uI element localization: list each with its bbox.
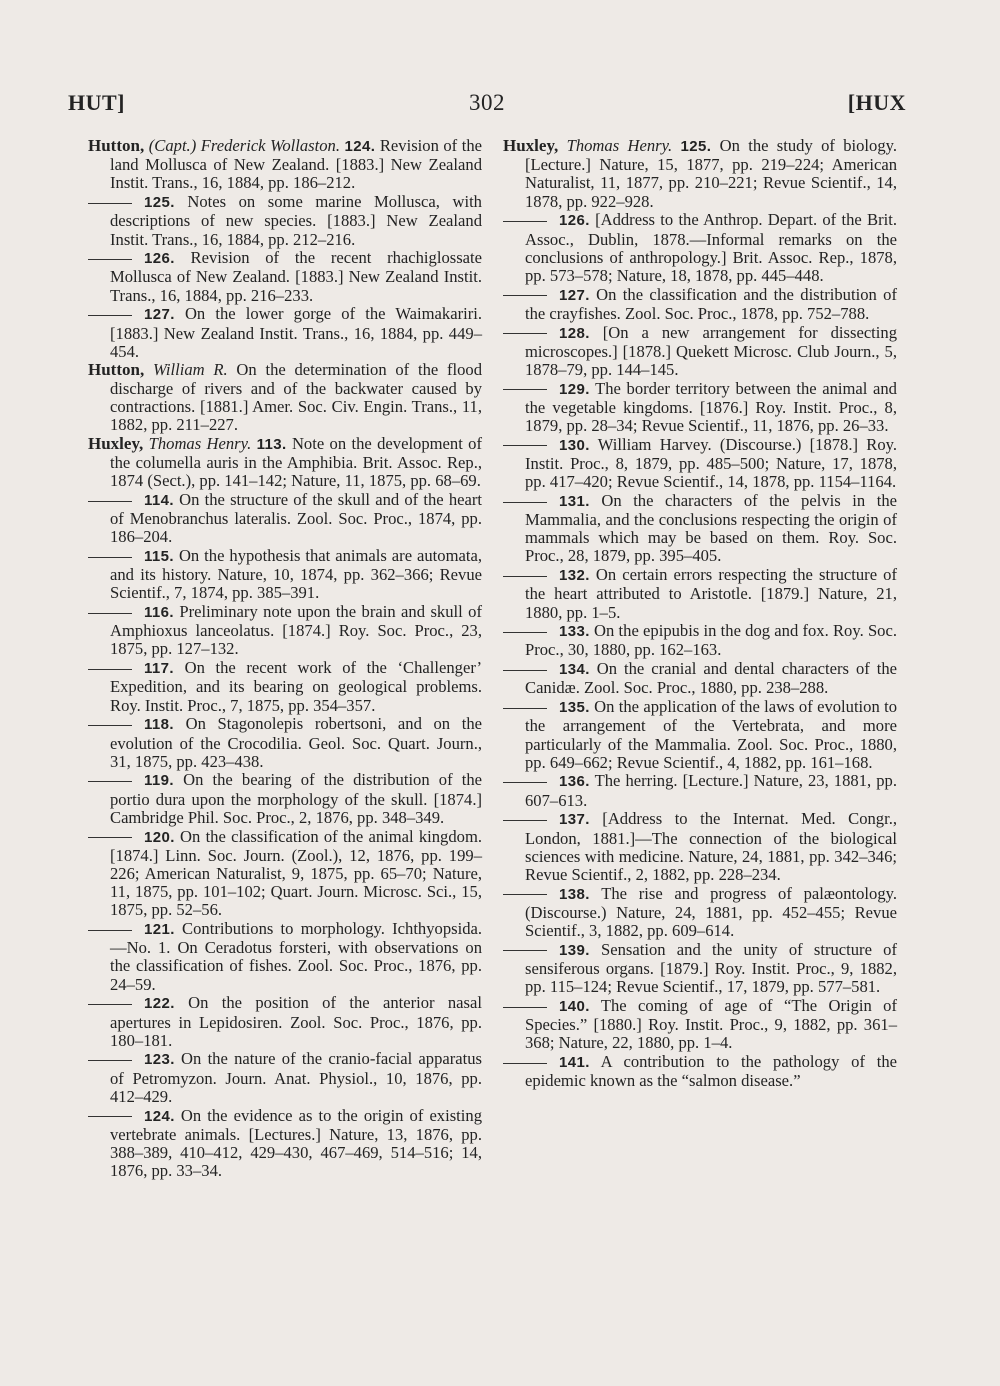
- entry-number: 130.: [559, 436, 590, 454]
- bibliography-entry: [503, 885, 897, 941]
- entry-number: 129.: [559, 380, 590, 398]
- bibliography-entry: [88, 137, 482, 193]
- entry-number: 124.: [144, 1107, 175, 1125]
- bibliography-entry: [88, 193, 482, 249]
- bibliography-entry: [503, 566, 897, 622]
- bibliography-entry: [503, 810, 897, 884]
- ditto-dash: [503, 445, 547, 446]
- entry-text: On the cranial and dental characters of the Canidæ. Zool. Soc. Proc., 1880, pp. 238–288.: [525, 659, 897, 698]
- author-name: Huxley,: [503, 136, 559, 155]
- entry-text: On Stagonolepis robertsoni, and on the evolution of the Crocodilia. Geol. Soc. Quart. Journ., 31, 1875, pp. 423–438.: [110, 714, 482, 771]
- ditto-dash: [88, 669, 132, 670]
- bibliography-entry: [88, 361, 482, 434]
- right-column: [503, 137, 897, 1091]
- entry-text: Note on the development of the columella auris in the Amphibia. Brit. Assoc. Rep., 1874 (Sect.), pp. 141–142; Nature, 11, 1875, pp. 68–69.: [110, 433, 482, 491]
- ditto-dash: [88, 725, 132, 726]
- ditto-dash: [503, 576, 547, 577]
- entry-number: 122.: [144, 995, 175, 1013]
- entry-number: 125.: [680, 138, 712, 155]
- entry-number: 135.: [559, 699, 590, 717]
- entry-number: 114.: [144, 491, 174, 509]
- entry-text: On the classification of the animal kingdom. [1874.] Linn. Soc. Journ. (Zool.), 12, 1876, pp. 199–226; American Naturalist, 9, 1875, pp. 65–70; Nature, 11, 1875, pp. 101–102; Quart. Journ. Microsc. Sci., 15, 1875, pp. 52–56.: [110, 826, 482, 920]
- ditto-dash: [88, 1060, 132, 1061]
- entry-number: 133.: [559, 623, 590, 641]
- entry-number: 136.: [559, 773, 590, 791]
- entry-text: On the evidence as to the origin of existing vertebrate animals. [Lectures.] Nature, 13, 1876, pp. 388–389, 410–412, 429–430, 467–469, 514–516; 14, 1876, pp. 33–34.: [110, 1105, 482, 1181]
- ditto-dash: [88, 613, 132, 614]
- entry-text: On the epipubis in the dog and fox. Roy. Soc. Proc., 30, 1880, pp. 162–163.: [525, 621, 897, 660]
- entry-text: On the lower gorge of the Waimakariri. [1883.] New Zealand Instit. Trans., 16, 1884, pp. 449–454.: [110, 304, 482, 361]
- bibliography-entry: [88, 547, 482, 603]
- ditto-dash: [503, 894, 547, 895]
- entry-number: 116.: [144, 604, 174, 622]
- entry-number: 121.: [144, 921, 175, 939]
- entry-number: 118.: [144, 716, 174, 734]
- bibliography-entry: [503, 286, 897, 323]
- entry-text: On the recent work of the ‘Challenger’ Expedition, and its bearing on geological problems. Roy. Instit. Proc., 7, 1875, pp. 354–357.: [110, 658, 483, 715]
- bibliography-entry: [503, 941, 897, 997]
- ditto-dash: [503, 1007, 547, 1008]
- entry-number: 119.: [144, 772, 174, 790]
- ditto-dash: [503, 1063, 547, 1064]
- entry-text: On the study of biology. [Lecture.] Nature, 15, 1877, pp. 219–224; American Naturalist, 11, 1877, pp. 210–221; Revue Scientif., 14, 1878, pp. 922–928.: [525, 136, 897, 211]
- ditto-dash: [88, 501, 132, 502]
- ditto-dash: [503, 389, 547, 390]
- bibliography-entry: [503, 137, 897, 211]
- entry-text: A contribution to the pathology of the epidemic known as the “salmon disease.”: [525, 1051, 897, 1091]
- entry-text: Contributions to morphology. Ichthyopsida.—No. 1. On Ceradotus forsteri, with observations on the classification of fishes. Zool. Soc. Proc., 1876, pp. 24–59.: [110, 919, 482, 994]
- bibliography-entry: [503, 211, 897, 285]
- author-name: Hutton,: [88, 360, 145, 380]
- entry-text: The border territory between the animal and the vegetable kingdoms. [1876.] Roy. Instit. Proc., 8, 1879, pp. 28–34; Revue Scientif., 11, 1876, pp. 26–33.: [525, 378, 897, 436]
- running-head-left: HUT]: [68, 90, 125, 115]
- bibliography-entry: [503, 380, 897, 436]
- bibliography-entry: [503, 436, 897, 492]
- entry-number: 137.: [559, 811, 590, 829]
- entry-number: 120.: [144, 828, 175, 846]
- bibliography-entry: [503, 660, 897, 697]
- author-given-name: Thomas Henry.: [566, 136, 673, 155]
- entry-number: 115.: [144, 547, 174, 565]
- entry-number: 134.: [559, 661, 590, 679]
- ditto-dash: [88, 203, 132, 204]
- entry-text: On the determination of the flood discharge of rivers and of the backwater caused by contractions. [1881.] Amer. Soc. Civ. Engin. Trans., 11, 1882, pp. 211–227.: [110, 360, 483, 435]
- bibliography-entry: [88, 715, 482, 771]
- entry-number: 117.: [144, 660, 174, 678]
- ditto-dash: [88, 930, 132, 931]
- entry-text: [On a new arrangement for dissecting microscopes.] [1878.] Quekett Microsc. Club Journ., 5, 1878–79, pp. 144–145.: [525, 322, 897, 379]
- ditto-dash: [88, 259, 132, 260]
- entry-number: 141.: [559, 1053, 590, 1071]
- entry-number: 127.: [559, 286, 590, 304]
- left-column: [88, 137, 482, 1181]
- ditto-dash: [503, 632, 547, 633]
- page-number: 302: [469, 90, 505, 115]
- entry-text: On the bearing of the distribution of the portio dura upon the morphology of the skull. [1874.] Cambridge Phil. Soc. Proc., 2, 1876, pp. 348–349.: [110, 770, 482, 827]
- entry-number: 140.: [559, 997, 590, 1015]
- entry-text: Revision of the land Mollusca of New Zealand. [1883.] New Zealand Instit. Trans., 16, 1884, pp. 186–212.: [110, 136, 482, 193]
- entry-text: The coming of age of “The Origin of Species.” [1880.] Roy. Instit. Proc., 9, 1882, pp. 361–368; Nature, 22, 1880, pp. 1–4.: [525, 995, 897, 1053]
- bibliography-entry: [88, 659, 482, 715]
- entry-number: 138.: [559, 885, 590, 903]
- entry-text: On the application of the laws of evolution to the arrangement of the Vertebrata, and more particularly of the Mammalia. Zool. Soc. Proc., 1880, pp. 649–662; Revue Scientif., 4, 1882, pp. 161–168.: [525, 697, 897, 772]
- entry-text: On certain errors respecting the structure of the heart attributed to Aristotle. [1879.] Nature, 21, 1880, pp. 1–5.: [525, 565, 897, 622]
- entry-number: 126.: [559, 212, 590, 230]
- entry-text: On the hypothesis that animals are automata, and its history. Nature, 10, 1874, pp. 362–366; Revue Scientif., 7, 1874, pp. 385–391.: [110, 545, 482, 603]
- entry-text: On the characters of the pelvis in the Mammalia, and the conclusions respecting the origin of mammals which may be based on them. Roy. Soc. Proc., 28, 1879, pp. 395–405.: [525, 490, 897, 566]
- author-given-name: William R.: [152, 360, 228, 380]
- ditto-dash: [503, 333, 547, 334]
- entry-text: On the classification and the distribution of the crayfishes. Zool. Soc. Proc., 1878, pp. 752–788.: [525, 284, 897, 323]
- bibliography-entry: [88, 771, 482, 827]
- bibliography-entry: [503, 1053, 897, 1090]
- bibliography-entry: [88, 491, 482, 547]
- bibliography-entry: [503, 997, 897, 1053]
- ditto-dash: [88, 837, 132, 838]
- author-given-name: (Capt.) Frederick Wollaston.: [148, 136, 340, 155]
- bibliography-entry: [503, 622, 897, 659]
- entry-number: 125.: [144, 194, 175, 212]
- entry-text: The herring. [Lecture.] Nature, 23, 1881, pp. 607–613.: [525, 771, 897, 810]
- running-head-right: [HUX: [847, 90, 906, 115]
- ditto-dash: [88, 315, 132, 316]
- ditto-dash: [503, 950, 547, 951]
- bibliography-entry: [503, 324, 897, 380]
- bibliography-entry: [88, 1050, 482, 1106]
- entry-number: 123.: [144, 1051, 175, 1069]
- bibliography-entry: [88, 435, 482, 491]
- entry-text: Preliminary note upon the brain and skull of Amphioxus lanceolatus. [1874.] Roy. Soc. Proc., 23, 1875, pp. 127–132.: [110, 602, 482, 659]
- bibliography-entry: [88, 305, 482, 361]
- ditto-dash: [503, 820, 547, 821]
- bibliography-entry: [503, 698, 897, 772]
- entry-number: 124.: [344, 138, 376, 155]
- bibliography-entry: [503, 772, 897, 809]
- ditto-dash: [503, 295, 547, 296]
- author-name: Huxley,: [88, 433, 144, 453]
- entry-text: [Address to the Internat. Med. Congr., London, 1881.]—The connection of the biological sciences with medicine. Nature, 24, 1881, pp. 342–346; Revue Scientif., 2, 1882, pp. 228–234.: [525, 809, 897, 884]
- running-head: [68, 90, 906, 120]
- entry-text: Revision of the recent rhachiglossate Mollusca of New Zealand. [1883.] New Zealand Instit. Trans., 16, 1884, pp. 216–233.: [110, 248, 482, 305]
- bibliography-entry: [88, 920, 482, 994]
- ditto-dash: [503, 708, 547, 709]
- ditto-dash: [88, 557, 132, 558]
- bibliography-entry: [88, 994, 482, 1050]
- bibliography-entry: [503, 492, 897, 566]
- entry-text: [Address to the Anthrop. Depart. of the Brit. Assoc., Dublin, 1878.—Informal remarks on the conclusions of anthropology.] Brit. Assoc. Rep., 1878, pp. 573–578; Nature, 18, 1878, pp. 445–448.: [525, 210, 897, 285]
- entry-text: Sensation and the unity of structure of sensiferous organs. [1879.] Roy. Instit. Proc., 9, 1882, pp. 115–124; Revue Scientif., 17, 1879, pp. 577–581.: [525, 939, 897, 997]
- entry-text: On the nature of the cranio-facial apparatus of Petromyzon. Journ. Anat. Physiol., 10, 1876, pp. 412–429.: [110, 1049, 483, 1106]
- author-name: Hutton,: [88, 136, 145, 155]
- entry-number: 127.: [144, 306, 175, 324]
- ditto-dash: [503, 221, 547, 222]
- bibliography-entry: [88, 1107, 482, 1181]
- entry-number: 128.: [559, 324, 590, 342]
- entry-number: 132.: [559, 567, 590, 585]
- bibliography-entry: [88, 828, 482, 920]
- entry-text: The rise and progress of palæontology. (Discourse.) Nature, 24, 1881, pp. 452–455; Revue Scientif., 3, 1882, pp. 609–614.: [525, 883, 897, 941]
- ditto-dash: [503, 782, 547, 783]
- bibliography-entry: [88, 249, 482, 305]
- bibliography-entry: [88, 603, 482, 659]
- author-given-name: Thomas Henry.: [148, 433, 252, 453]
- entry-text: William Harvey. (Discourse.) [1878.] Roy. Instit. Proc., 8, 1879, pp. 485–500; Nature, 17, 1878, pp. 417–420; Revue Scientif., 14, 1878, pp. 1154–1164.: [525, 434, 897, 492]
- entry-number: 126.: [144, 250, 175, 268]
- entry-text: On the structure of the skull and of the heart of Menobranchus lateralis. Zool. Soc. Proc., 1874, pp. 186–204.: [110, 489, 482, 547]
- entry-number: 113.: [256, 435, 287, 453]
- ditto-dash: [88, 1116, 132, 1117]
- ditto-dash: [88, 1004, 132, 1005]
- ditto-dash: [503, 502, 547, 503]
- ditto-dash: [503, 670, 547, 671]
- ditto-dash: [88, 781, 132, 782]
- entry-number: 131.: [559, 492, 590, 510]
- entry-number: 139.: [559, 941, 590, 959]
- entry-text: On the position of the anterior nasal apertures in Lepidosiren. Zool. Soc. Proc., 1876, pp. 180–181.: [110, 993, 482, 1050]
- entry-text: Notes on some marine Mollusca, with descriptions of new species. [1883.] New Zealand Instit. Trans., 16, 1884, pp. 212–216.: [110, 192, 482, 249]
